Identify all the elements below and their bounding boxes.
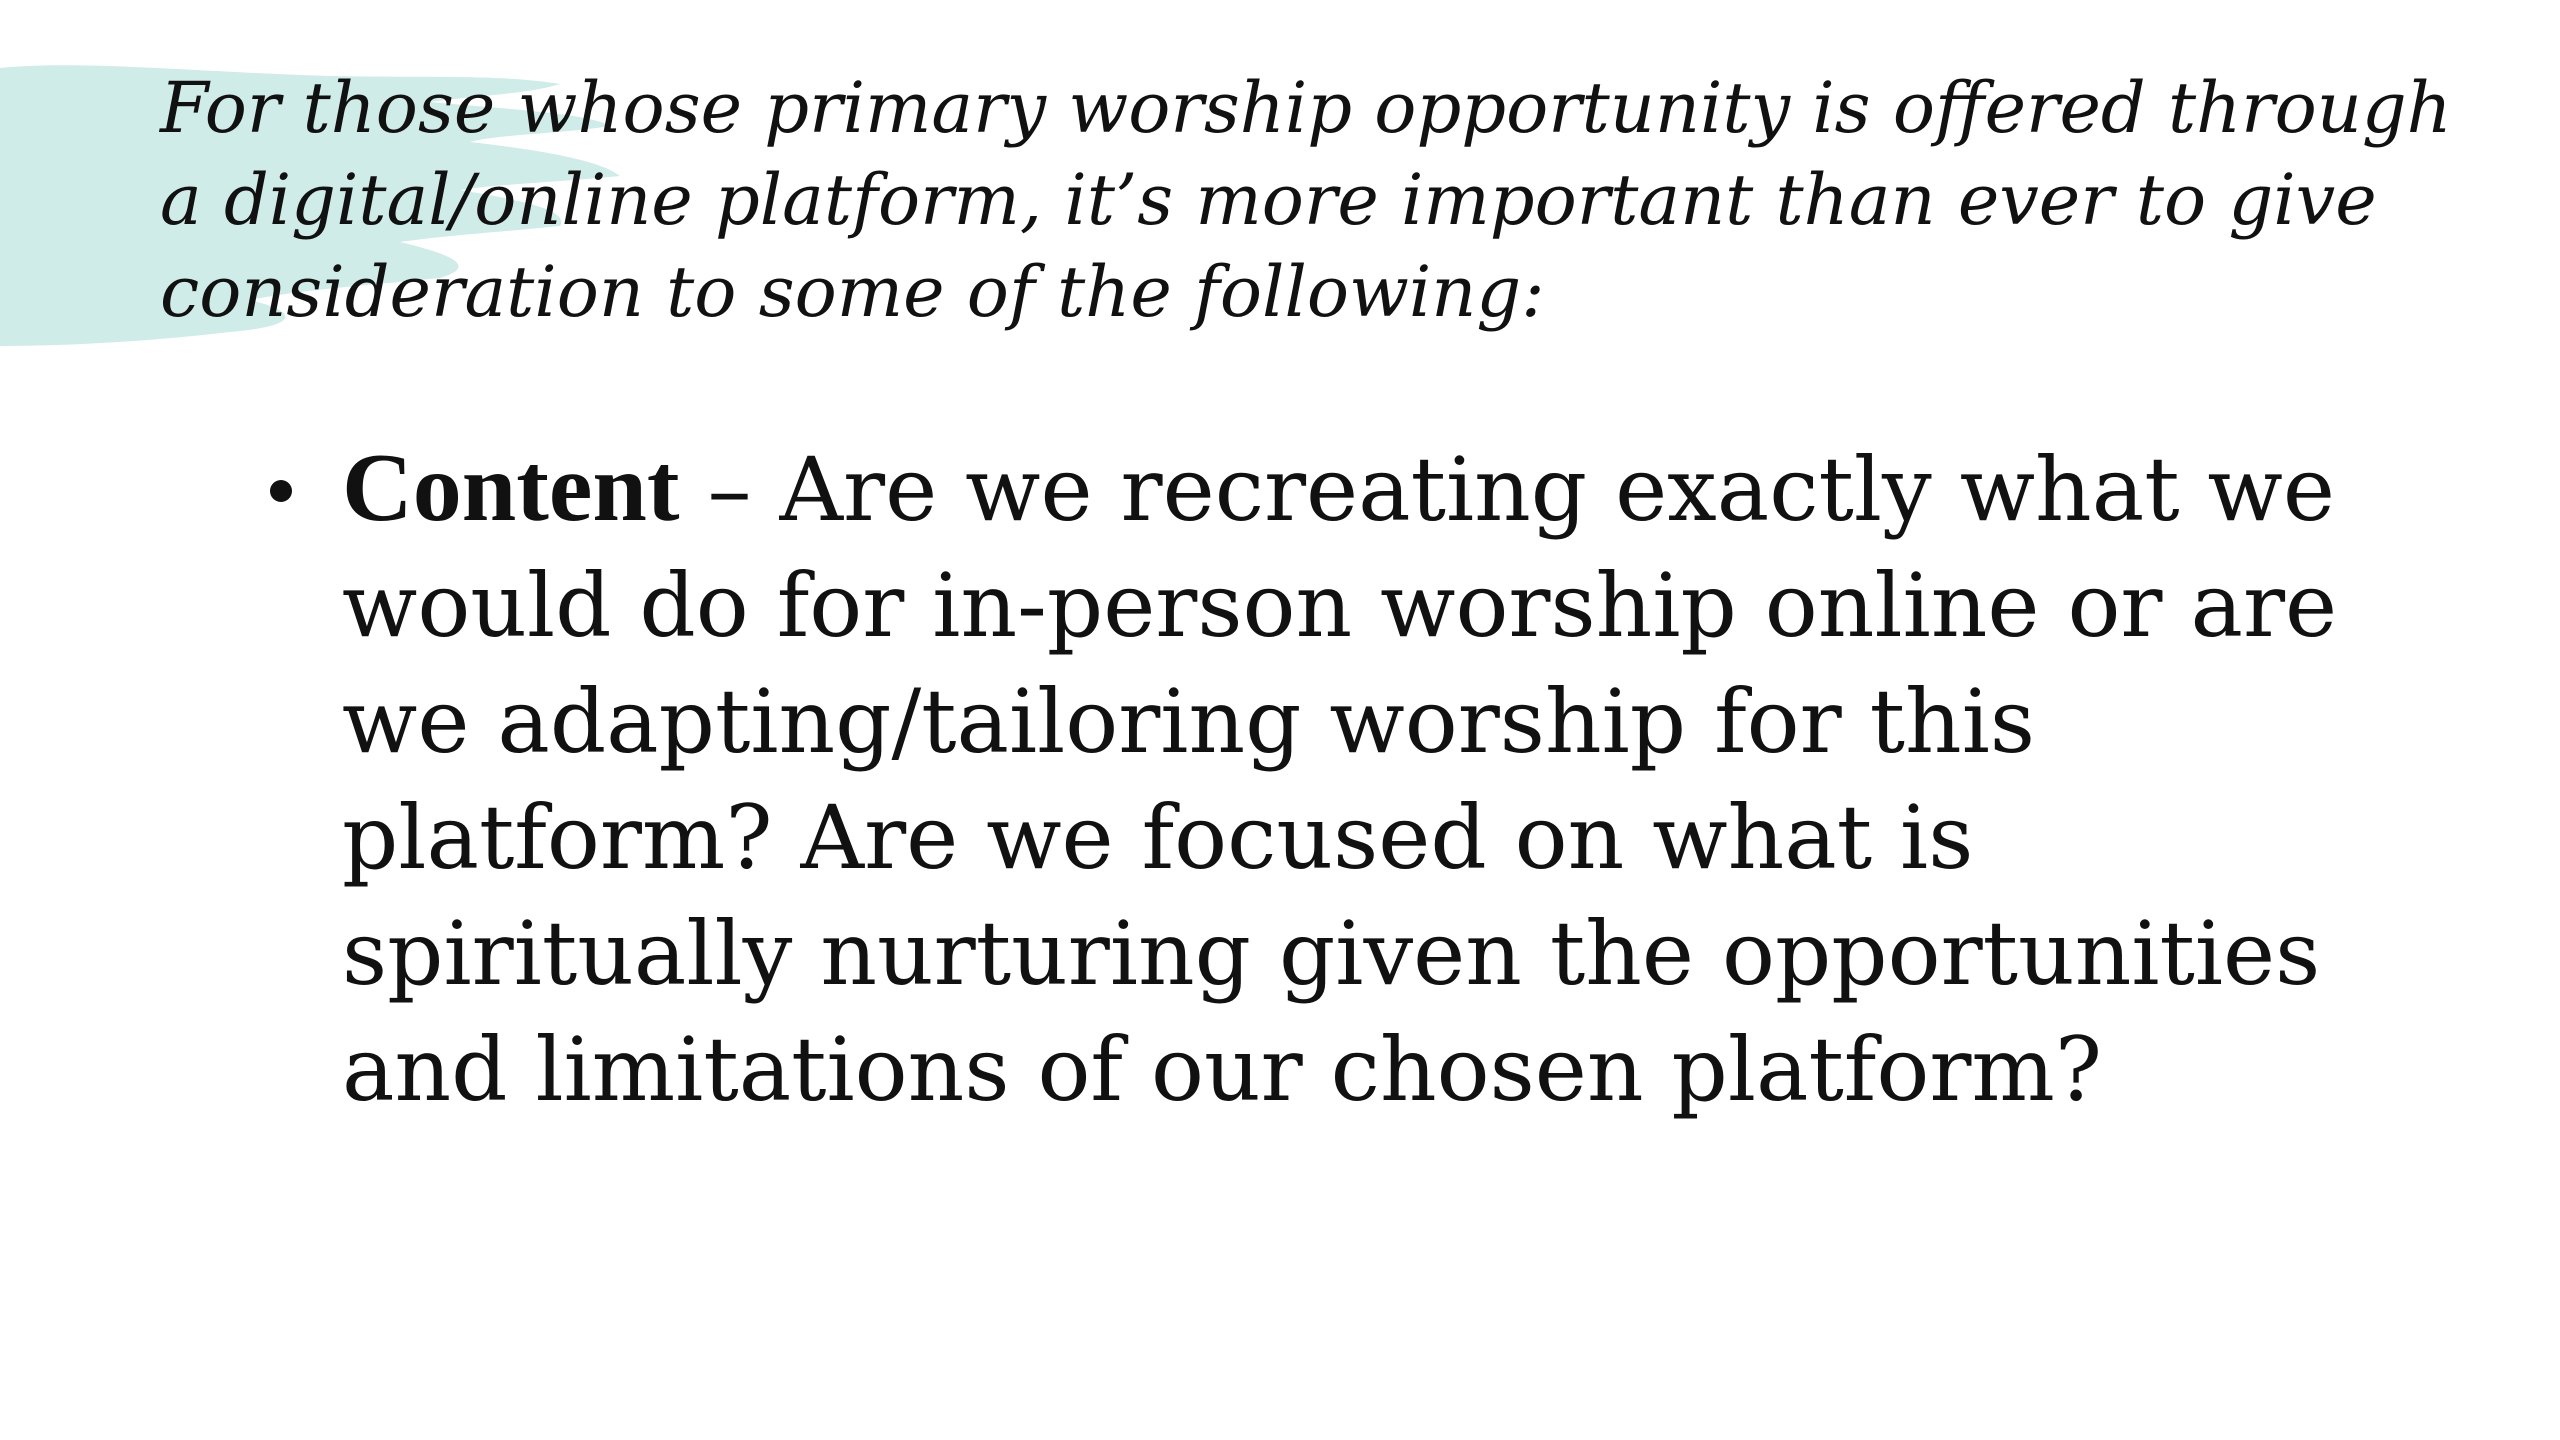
bullet-list bbox=[270, 430, 2370, 1128]
list-item bbox=[270, 430, 2370, 1128]
bullet-term: Content bbox=[342, 434, 680, 542]
bullet-point-icon bbox=[270, 480, 292, 502]
bullet-separator: – bbox=[679, 438, 780, 541]
intro-paragraph: For those whose primary worship opportunity is offered through a digital/online platform, it’s more important than ever to give consideration to some of the following: bbox=[160, 67, 2452, 333]
bullet-text: Are we recreating exactly what we would do for in-person worship online or are we adapting/tailoring worship for this platform? Are we focused on what is spiritually nurturing given the opportunities and limitations of our chosen platform? bbox=[342, 438, 2338, 1121]
